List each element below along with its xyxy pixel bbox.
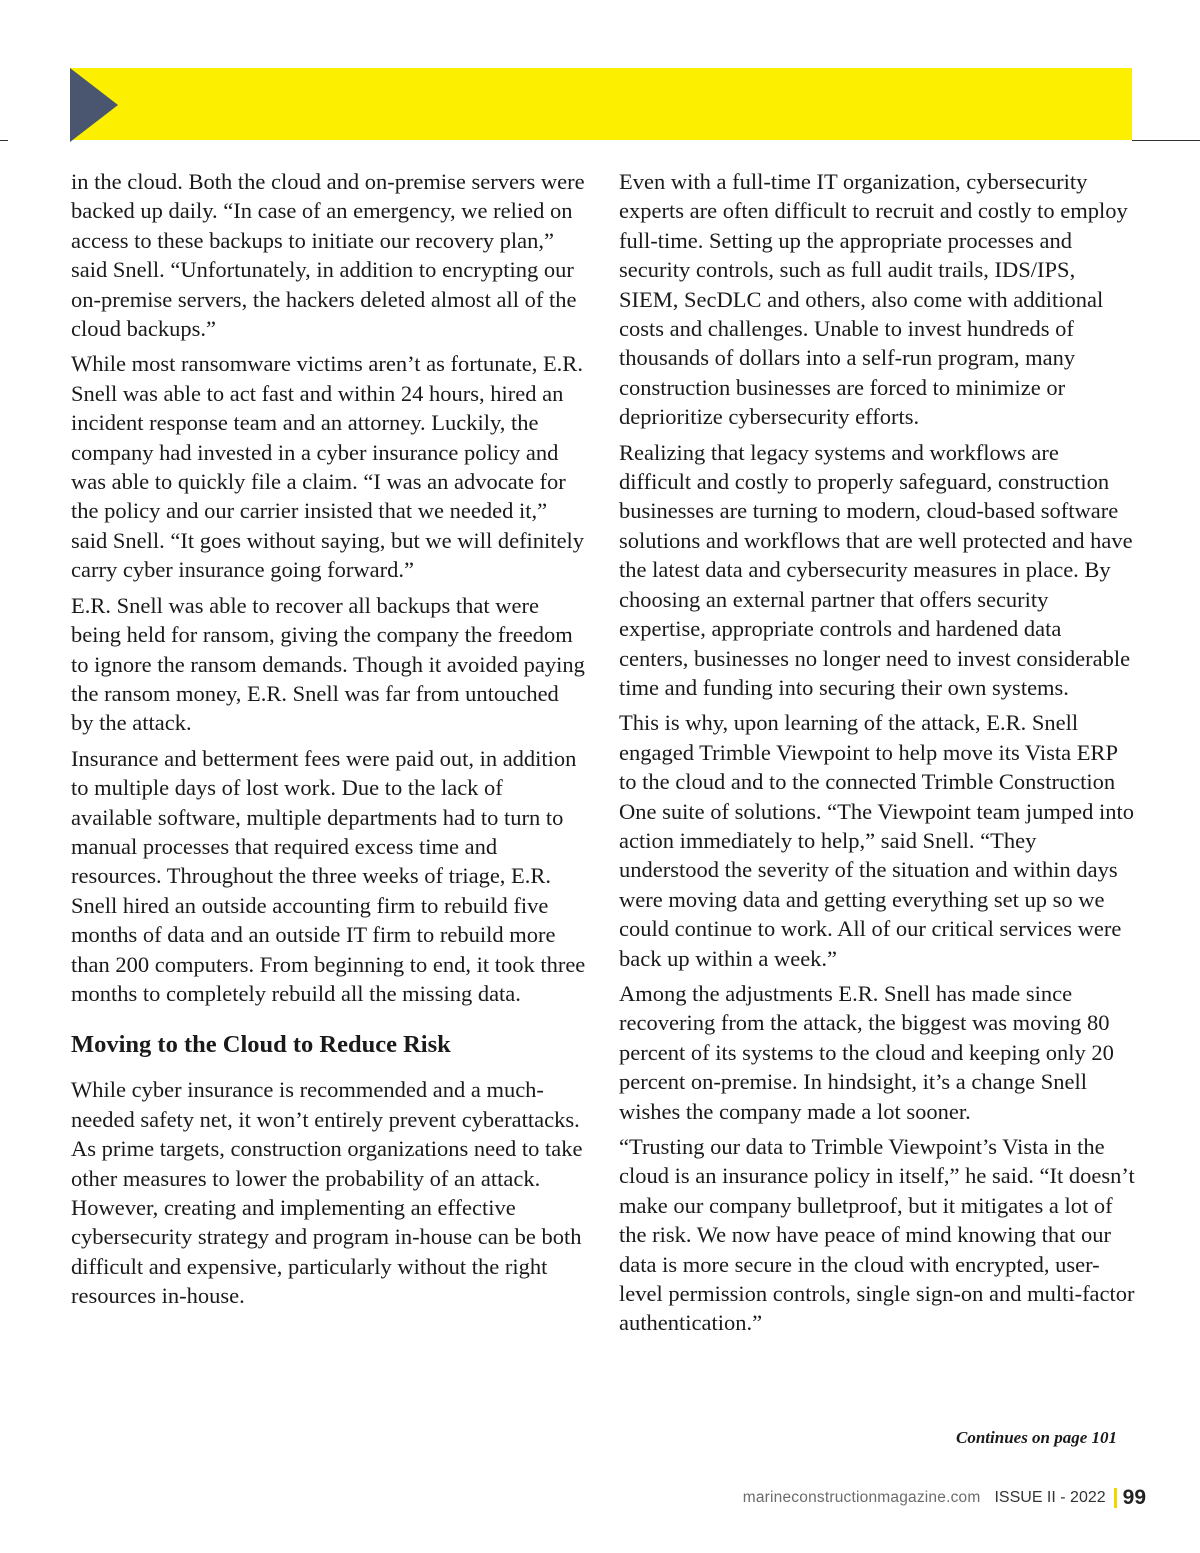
continues-note: Continues on page 101 bbox=[956, 1428, 1118, 1447]
body-paragraph: in the cloud. Both the cloud and on-premise servers were backed up daily. “In case of an emergency, we relied on access to these backups to initiate our recovery plan,” said Snell. “Unfortunately, in addition to encrypting our on-premise servers, the hackers deleted almost all of the cloud backups.” bbox=[71, 169, 585, 342]
footer-issue: ISSUE II - 2022 bbox=[994, 1489, 1106, 1506]
body-paragraph: While most ransomware victims aren’t as fortunate, E.R. Snell was able to act fast and within 24 hours, hired an incident response team and an attorney. Luckily, the company had invested in a cyber insurance policy and was able to quickly file a claim. “I was an advocate for the policy and our carrier insisted that we needed it,” said Snell. “It goes without saying, but we will definitely carry cyber insurance going forward.” bbox=[71, 351, 585, 583]
header-banner bbox=[70, 68, 1132, 140]
footer-site: marineconstructionmagazine.com bbox=[742, 1489, 981, 1506]
triangle-arrow-icon bbox=[70, 68, 118, 142]
body-paragraph: E.R. Snell was able to recover all backups that were being held for ransom, giving the company the freedom to ignore the ransom demands. Though it avoided paying the ransom money, E.R. Snell was far from untouched by the attack. bbox=[71, 592, 585, 736]
section-heading: Moving to the Cloud to Reduce Risk bbox=[71, 1031, 451, 1059]
body-paragraph: Even with a full-time IT organization, cybersecurity experts are often difficult to recruit and costly to employ full-time. Setting up the appropriate processes and security controls, such as full audit trails, IDS/IPS, SIEM, SecDLC and others, also come with additional costs and challenges. Unable to invest hundreds of thousands of dollars into a self-run program, many construction businesses are forced to minimize or deprioritize cybersecurity efforts. bbox=[619, 169, 1128, 430]
footer-divider bbox=[1114, 1488, 1117, 1508]
header-rule bbox=[1132, 140, 1200, 141]
header-rule-left bbox=[0, 140, 8, 141]
body-paragraph: Realizing that legacy systems and workflows are difficult and costly to properly safeguard, construction businesses are turning to modern, cloud-based software solutions and workflows that are well protected and have the latest data and cybersecurity measures in place. By choosing an external partner that offers security expertise, appropriate controls and hardened data centers, businesses no longer need to invest considerable time and funding into securing their own systems. bbox=[619, 439, 1133, 700]
page-number: 99 bbox=[1122, 1486, 1146, 1509]
body-paragraph: This is why, upon learning of the attack, E.R. Snell engaged Trimble Viewpoint to help move its Vista ERP to the cloud and to the connected Trimble Construction One suite of solutions. “The Viewpoint team jumped into action immediately to help,” said Snell. “They understood the severity of the situation and within days were moving data and getting everything set up so we could continue to work. All of our critical services were back up within a week.” bbox=[619, 710, 1135, 971]
right-column bbox=[619, 167, 1135, 1344]
body-paragraph: While cyber insurance is recommended and a much-needed safety net, it won’t entirely prevent cyberattacks. As prime targets, construction organizations need to take other measures to lower the probability of an attack. However, creating and implementing an effective cybersecurity strategy and program in-house can be both difficult and expensive, particularly without the right resources in-house. bbox=[71, 1077, 583, 1309]
page-footer bbox=[743, 1486, 1146, 1510]
body-paragraph: Insurance and betterment fees were paid out, in addition to multiple days of lost work. Due to the lack of available software, multiple departments had to turn to manual processes that required excess time and resources. Throughout the three weeks of triage, E.R. Snell hired an outside accounting firm to rebuild five months of data and an outside IT firm to rebuild more than 200 computers. From beginning to end, it took three months to completely rebuild all the missing data. bbox=[71, 745, 586, 1006]
body-paragraph: “Trusting our data to Trimble Viewpoint’s Vista in the cloud is an insurance policy in itself,” he said. “It doesn’t make our company bulletproof, but it mitigates a lot of the risk. We now have peace of mind knowing that our data is more secure in the cloud with encrypted, user-level permission controls, single sign-on and multi-factor authentication.” bbox=[619, 1134, 1135, 1336]
left-column bbox=[71, 167, 586, 1317]
body-paragraph: Among the adjustments E.R. Snell has made since recovering from the attack, the biggest was moving 80 percent of its systems to the cloud and keeping only 20 percent on-premise. In hindsight, it’s a change Snell wishes the company made a lot sooner. bbox=[619, 980, 1114, 1124]
